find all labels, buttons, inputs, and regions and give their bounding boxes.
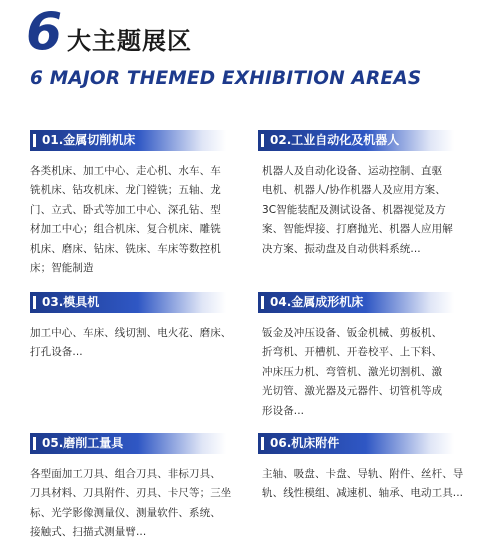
section-body-02 xyxy=(262,162,472,259)
text-line: 刀具材料、刀具附件、刃具、卡尺等；三坐 xyxy=(30,487,232,500)
text-line: 钣金及冲压设备、钣金机械、剪板机、 xyxy=(262,327,443,339)
section-body-03 xyxy=(30,324,240,363)
text-line: 机器人及自动化设备、运动控制、直驱 xyxy=(262,165,443,177)
text-line: 各型面加工刀具、组合刀具、非标刀具、 xyxy=(30,468,221,480)
section-title-03: 03.模具机 xyxy=(30,292,226,313)
text-line: 案、智能焊接、打磨抛光、机器人应用解 xyxy=(262,223,453,236)
text-line: 铣机床、钻攻机床、龙门镗铣；五轴、龙 xyxy=(30,184,221,197)
section-title-06: 06.机床附件 xyxy=(258,433,454,454)
text-line: 折弯机、开槽机、开卷校平、上下料、 xyxy=(262,346,443,359)
page-subtitle-en: 6 MAJOR THEMED EXHIBITION AREAS xyxy=(30,68,422,89)
section-title-02: 02.工业自动化及机器人 xyxy=(258,130,454,151)
text-line: 冲床压力机、弯管机、激光切割机、激 xyxy=(262,365,443,378)
text-line: 3C智能装配及测试设备、机器视觉及方 xyxy=(262,203,446,216)
section-body-04 xyxy=(262,324,472,421)
text-line: 机床、磨床、钻床、铣床、车床等数控机 xyxy=(30,242,221,255)
page-title: 大主题展区 xyxy=(67,27,192,55)
hero-number: 6 xyxy=(26,2,62,62)
text-line: 加工中心、车床、线切割、电火花、磨床、 xyxy=(30,327,232,339)
text-line: 各类机床、加工中心、走心机、水车、车 xyxy=(30,165,221,177)
text-line: 电机、机器人/协作机器人及应用方案、 xyxy=(262,184,446,197)
text-line: 光切管、激光器及元器件、切管机等成 xyxy=(262,385,443,398)
text-line: 主轴、吸盘、卡盘、导轨、附件、丝杆、导 xyxy=(262,468,464,480)
text-line: 标、光学影像测量仪、测量软件、系统、 xyxy=(30,506,221,519)
text-line: 决方案、振动盘及自动供料系统... xyxy=(262,242,421,255)
section-title-04: 04.金属成形机床 xyxy=(258,292,454,313)
text-line: 门、立式、卧式等加工中心、深孔钻、型 xyxy=(30,203,221,216)
text-line: 接触式、扫描式测量臂... xyxy=(30,526,147,539)
text-line: 打孔设备... xyxy=(30,346,83,359)
text-line: 形设备... xyxy=(262,404,305,417)
section-title-01: 01.金属切削机床 xyxy=(30,130,226,151)
section-title-05: 05.磨削工量具 xyxy=(30,433,226,454)
section-body-05 xyxy=(30,465,240,543)
text-line: 床；智能制造 xyxy=(30,262,94,275)
section-body-01 xyxy=(30,162,240,278)
section-body-06 xyxy=(262,465,472,504)
text-line: 材加工中心；组合机床、复合机床、雕铣 xyxy=(30,223,221,236)
text-line: 轨、线性模组、减速机、轴承、电动工具... xyxy=(262,487,464,500)
